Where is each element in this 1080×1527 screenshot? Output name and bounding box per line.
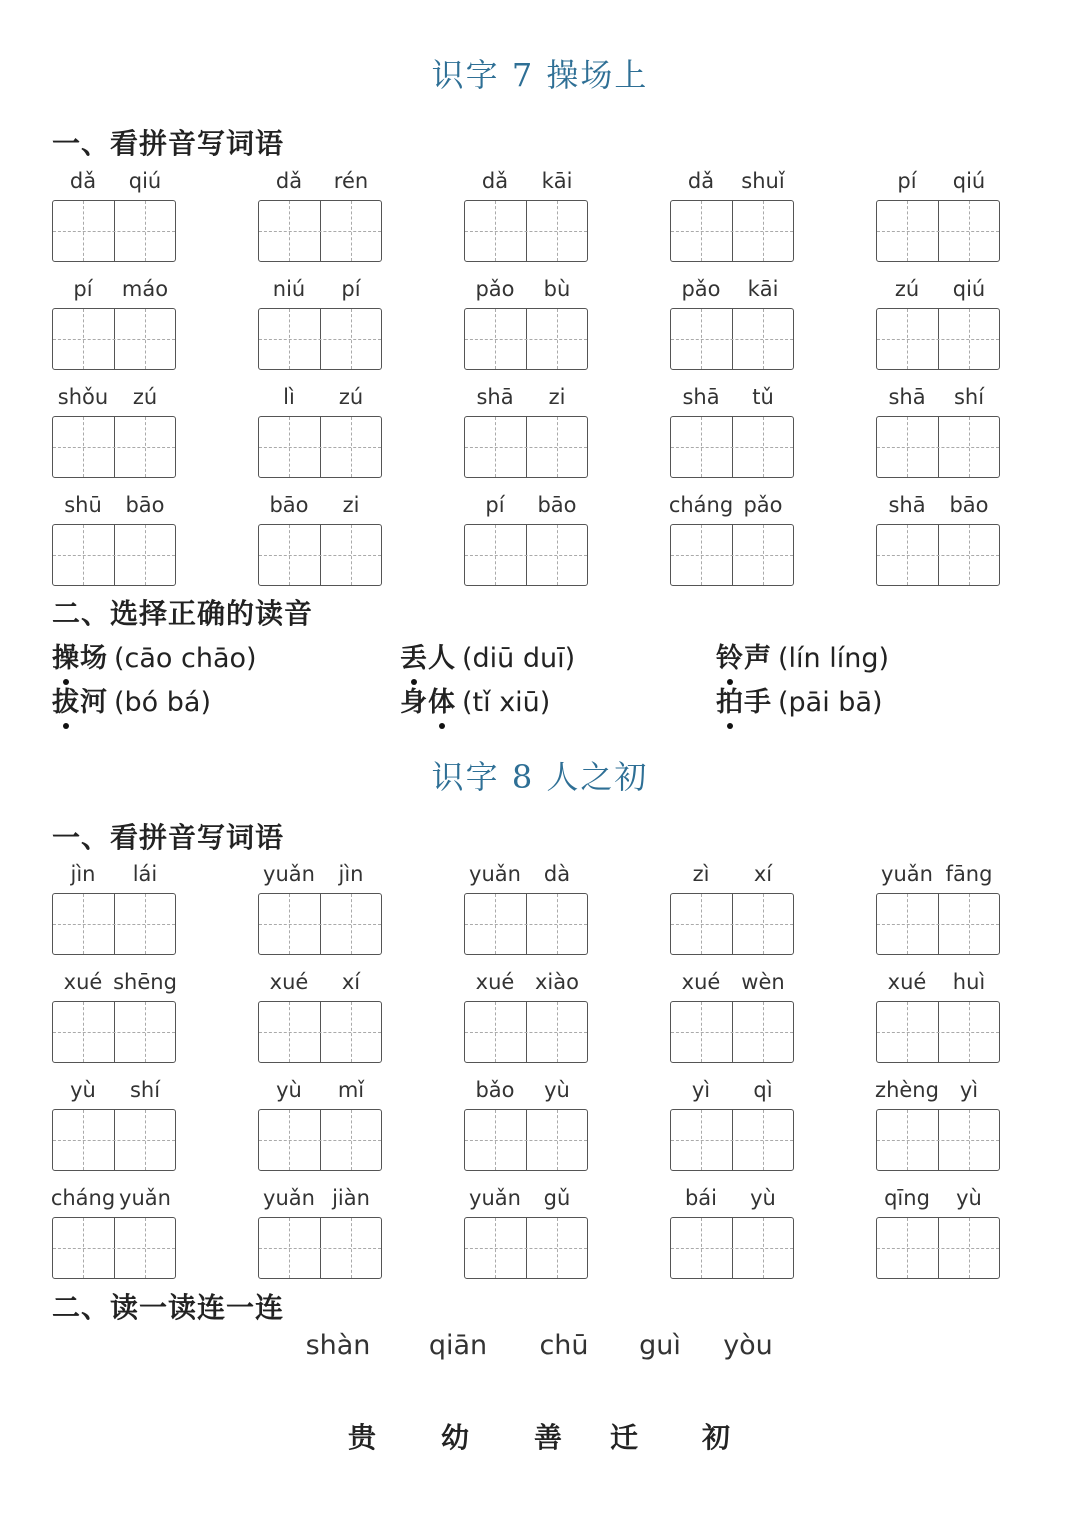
pinyin-syllable: mǐ bbox=[337, 1078, 365, 1102]
grid-guide-line bbox=[289, 1110, 290, 1170]
pinyin-syllable: xí bbox=[341, 970, 361, 994]
pinyin-syllable: cháng bbox=[50, 1186, 116, 1210]
grid-guide-line bbox=[907, 1218, 908, 1278]
pronunciation-choice bbox=[716, 636, 889, 675]
grid-guide-line bbox=[53, 1140, 175, 1141]
tianzige-box[interactable] bbox=[670, 416, 794, 478]
pinyin-syllable: shā bbox=[888, 385, 926, 409]
grid-guide-line bbox=[877, 1032, 999, 1033]
grid-guide-line bbox=[969, 1110, 970, 1170]
grid-guide-line bbox=[495, 201, 496, 261]
pinyin-syllable: dà bbox=[543, 862, 571, 886]
pronunciation-choice bbox=[400, 680, 550, 719]
grid-guide-line bbox=[671, 1140, 793, 1141]
grid-guide-line bbox=[145, 1110, 146, 1170]
choice-options[interactable]: (diū duī) bbox=[462, 643, 576, 674]
grid-guide-line bbox=[877, 1140, 999, 1141]
tianzige-box[interactable] bbox=[464, 1217, 588, 1279]
pinyin-syllable: dǎ bbox=[275, 169, 303, 193]
match-pinyin[interactable]: shàn bbox=[305, 1330, 371, 1361]
grid-guide-line bbox=[53, 1248, 175, 1249]
lesson7-title: 识字 7 操场上 bbox=[431, 56, 649, 94]
tianzige-box[interactable] bbox=[876, 893, 1000, 955]
grid-guide-line bbox=[557, 1218, 558, 1278]
tianzige-box[interactable] bbox=[258, 1217, 382, 1279]
grid-guide-line bbox=[495, 894, 496, 954]
grid-guide-line bbox=[53, 1032, 175, 1033]
tianzige-box[interactable] bbox=[876, 416, 1000, 478]
grid-guide-line bbox=[259, 339, 381, 340]
pinyin-syllable: fāng bbox=[945, 862, 993, 886]
tianzige-box[interactable] bbox=[258, 1109, 382, 1171]
pinyin-syllable: qiú bbox=[952, 169, 986, 193]
grid-guide-line bbox=[145, 525, 146, 585]
tianzige-box[interactable] bbox=[464, 524, 588, 586]
choice-word: 铃声 bbox=[716, 636, 772, 675]
grid-guide-line bbox=[259, 924, 381, 925]
pinyin-syllable: jìn bbox=[70, 862, 96, 886]
grid-guide-line bbox=[53, 231, 175, 232]
pinyin-syllable: yù bbox=[70, 1078, 96, 1102]
tianzige-box[interactable] bbox=[464, 200, 588, 262]
pinyin-syllable: shā bbox=[476, 385, 514, 409]
grid-guide-line bbox=[351, 417, 352, 477]
pinyin-syllable: yuǎn bbox=[469, 1186, 521, 1210]
grid-guide-line bbox=[289, 1002, 290, 1062]
pinyin-syllable: yuǎn bbox=[881, 862, 933, 886]
grid-guide-line bbox=[557, 309, 558, 369]
tianzige-box[interactable] bbox=[670, 1001, 794, 1063]
grid-guide-line bbox=[701, 1002, 702, 1062]
grid-guide-line bbox=[701, 894, 702, 954]
tianzige-box[interactable] bbox=[876, 308, 1000, 370]
pinyin-syllable: yù bbox=[750, 1186, 776, 1210]
grid-guide-line bbox=[557, 894, 558, 954]
match-pinyin[interactable]: qiān bbox=[428, 1330, 488, 1361]
grid-guide-line bbox=[907, 1002, 908, 1062]
grid-guide-line bbox=[701, 309, 702, 369]
grid-guide-line bbox=[83, 1218, 84, 1278]
grid-guide-line bbox=[465, 1248, 587, 1249]
tianzige-box[interactable] bbox=[876, 1109, 1000, 1171]
grid-guide-line bbox=[495, 309, 496, 369]
pinyin-syllable: shā bbox=[682, 385, 720, 409]
pinyin-syllable: dǎ bbox=[69, 169, 97, 193]
grid-guide-line bbox=[83, 1002, 84, 1062]
pinyin-syllable: zú bbox=[894, 277, 920, 301]
pinyin-syllable: pí bbox=[73, 277, 93, 301]
pinyin-syllable: zú bbox=[338, 385, 364, 409]
pinyin-syllable: xué bbox=[475, 970, 515, 994]
grid-guide-line bbox=[289, 417, 290, 477]
match-character[interactable]: 迁 bbox=[609, 1421, 639, 1454]
grid-guide-line bbox=[969, 894, 970, 954]
pinyin-syllable: rén bbox=[333, 169, 369, 193]
pronunciation-choice bbox=[52, 636, 257, 675]
pinyin-syllable: shí bbox=[129, 1078, 161, 1102]
tianzige-box[interactable] bbox=[670, 1217, 794, 1279]
choice-options[interactable]: (cāo chāo) bbox=[114, 643, 257, 674]
pinyin-syllable: bái bbox=[684, 1186, 718, 1210]
grid-guide-line bbox=[671, 924, 793, 925]
grid-guide-line bbox=[763, 525, 764, 585]
grid-guide-line bbox=[763, 417, 764, 477]
pronunciation-choice bbox=[52, 680, 211, 719]
grid-guide-line bbox=[671, 339, 793, 340]
pinyin-syllable: niú bbox=[272, 277, 306, 301]
tianzige-box[interactable] bbox=[464, 416, 588, 478]
pinyin-syllable: qì bbox=[753, 1078, 773, 1102]
match-pinyin[interactable]: yòu bbox=[723, 1330, 773, 1361]
pinyin-syllable: yì bbox=[691, 1078, 711, 1102]
pinyin-syllable: xí bbox=[753, 862, 773, 886]
pronunciation-choice bbox=[400, 636, 575, 675]
tianzige-box[interactable] bbox=[52, 893, 176, 955]
grid-guide-line bbox=[557, 1002, 558, 1062]
pinyin-syllable: jiàn bbox=[332, 1186, 370, 1210]
grid-guide-line bbox=[969, 525, 970, 585]
grid-guide-line bbox=[557, 417, 558, 477]
grid-guide-line bbox=[83, 417, 84, 477]
choice-word: 丢人 bbox=[400, 636, 456, 675]
lesson7-section1-heading: 一、看拼音写词语 bbox=[52, 127, 285, 160]
tianzige-box[interactable] bbox=[876, 200, 1000, 262]
grid-guide-line bbox=[763, 1110, 764, 1170]
pinyin-syllable: yì bbox=[959, 1078, 979, 1102]
lesson8-title: 识字 8 人之初 bbox=[431, 758, 649, 796]
pinyin-syllable: zi bbox=[342, 493, 360, 517]
pinyin-syllable: shǒu bbox=[57, 385, 109, 409]
pinyin-syllable: huì bbox=[952, 970, 986, 994]
grid-guide-line bbox=[763, 1218, 764, 1278]
emphasis-dot bbox=[727, 723, 733, 729]
tianzige-box[interactable] bbox=[464, 893, 588, 955]
grid-guide-line bbox=[495, 417, 496, 477]
lesson7-section2-heading: 二、选择正确的读音 bbox=[52, 597, 314, 630]
tianzige-box[interactable] bbox=[876, 1217, 1000, 1279]
match-character[interactable]: 初 bbox=[701, 1421, 731, 1454]
match-character[interactable]: 幼 bbox=[440, 1421, 470, 1454]
grid-guide-line bbox=[259, 1248, 381, 1249]
grid-guide-line bbox=[701, 201, 702, 261]
grid-guide-line bbox=[701, 1110, 702, 1170]
tianzige-box[interactable] bbox=[876, 1001, 1000, 1063]
grid-guide-line bbox=[465, 1140, 587, 1141]
grid-guide-line bbox=[289, 1218, 290, 1278]
pinyin-syllable: qiú bbox=[128, 169, 162, 193]
grid-guide-line bbox=[351, 525, 352, 585]
pinyin-syllable: zi bbox=[548, 385, 566, 409]
tianzige-box[interactable] bbox=[670, 1109, 794, 1171]
choice-word: 拔河 bbox=[52, 680, 108, 719]
grid-guide-line bbox=[351, 1218, 352, 1278]
tianzige-box[interactable] bbox=[52, 524, 176, 586]
tianzige-box[interactable] bbox=[670, 893, 794, 955]
grid-guide-line bbox=[145, 1218, 146, 1278]
tianzige-box[interactable] bbox=[258, 308, 382, 370]
grid-guide-line bbox=[83, 1110, 84, 1170]
pinyin-syllable: pǎo bbox=[681, 277, 721, 301]
grid-guide-line bbox=[289, 525, 290, 585]
emphasis-dot bbox=[439, 723, 445, 729]
pinyin-syllable: kāi bbox=[747, 277, 779, 301]
grid-guide-line bbox=[145, 201, 146, 261]
pinyin-syllable: dǎ bbox=[687, 169, 715, 193]
grid-guide-line bbox=[289, 201, 290, 261]
grid-guide-line bbox=[83, 525, 84, 585]
pinyin-syllable: pǎo bbox=[743, 493, 783, 517]
pinyin-syllable: shí bbox=[953, 385, 985, 409]
tianzige-box[interactable] bbox=[52, 416, 176, 478]
grid-guide-line bbox=[877, 1248, 999, 1249]
pinyin-syllable: yuǎn bbox=[469, 862, 521, 886]
grid-guide-line bbox=[907, 1110, 908, 1170]
tianzige-box[interactable] bbox=[52, 1001, 176, 1063]
grid-guide-line bbox=[495, 1002, 496, 1062]
grid-guide-line bbox=[763, 894, 764, 954]
grid-guide-line bbox=[289, 309, 290, 369]
grid-guide-line bbox=[969, 1002, 970, 1062]
pinyin-syllable: yuǎn bbox=[263, 862, 315, 886]
grid-guide-line bbox=[259, 1140, 381, 1141]
grid-guide-line bbox=[259, 1032, 381, 1033]
grid-guide-line bbox=[671, 231, 793, 232]
pinyin-syllable: bāo bbox=[949, 493, 989, 517]
pinyin-syllable: bǎo bbox=[475, 1078, 515, 1102]
grid-guide-line bbox=[671, 447, 793, 448]
grid-guide-line bbox=[351, 894, 352, 954]
pinyin-syllable: zhèng bbox=[875, 1078, 939, 1102]
grid-guide-line bbox=[877, 555, 999, 556]
pinyin-syllable: zì bbox=[692, 862, 710, 886]
pinyin-syllable: lái bbox=[132, 862, 158, 886]
pinyin-syllable: dǎ bbox=[481, 169, 509, 193]
match-character[interactable]: 善 bbox=[533, 1421, 563, 1454]
grid-guide-line bbox=[671, 1248, 793, 1249]
pinyin-syllable: yuǎn bbox=[263, 1186, 315, 1210]
tianzige-box[interactable] bbox=[258, 893, 382, 955]
pinyin-syllable: yuǎn bbox=[119, 1186, 171, 1210]
grid-guide-line bbox=[701, 1218, 702, 1278]
grid-guide-line bbox=[877, 231, 999, 232]
grid-guide-line bbox=[465, 924, 587, 925]
grid-guide-line bbox=[495, 1110, 496, 1170]
choice-options[interactable]: (pāi bā) bbox=[778, 687, 883, 718]
pinyin-syllable: pí bbox=[485, 493, 505, 517]
choice-options[interactable]: (lín líng) bbox=[778, 643, 890, 674]
pinyin-syllable: pí bbox=[897, 169, 917, 193]
grid-guide-line bbox=[145, 309, 146, 369]
choice-word: 操场 bbox=[52, 636, 108, 675]
grid-guide-line bbox=[495, 525, 496, 585]
grid-guide-line bbox=[145, 417, 146, 477]
grid-guide-line bbox=[351, 1002, 352, 1062]
tianzige-box[interactable] bbox=[464, 308, 588, 370]
pinyin-syllable: zú bbox=[132, 385, 158, 409]
match-pinyin[interactable]: guì bbox=[639, 1330, 681, 1361]
grid-guide-line bbox=[351, 1110, 352, 1170]
tianzige-box[interactable] bbox=[52, 308, 176, 370]
pinyin-syllable: shēng bbox=[113, 970, 177, 994]
tianzige-box[interactable] bbox=[258, 1001, 382, 1063]
grid-guide-line bbox=[877, 924, 999, 925]
pinyin-syllable: pǎo bbox=[475, 277, 515, 301]
grid-guide-line bbox=[907, 201, 908, 261]
pinyin-syllable: xiào bbox=[535, 970, 579, 994]
tianzige-box[interactable] bbox=[670, 308, 794, 370]
grid-guide-line bbox=[259, 231, 381, 232]
pinyin-syllable: qīng bbox=[884, 1186, 930, 1210]
grid-guide-line bbox=[351, 309, 352, 369]
lesson8-section2-heading: 二、读一读连一连 bbox=[52, 1291, 285, 1324]
tianzige-box[interactable] bbox=[52, 200, 176, 262]
tianzige-box[interactable] bbox=[876, 524, 1000, 586]
grid-guide-line bbox=[557, 1110, 558, 1170]
grid-guide-line bbox=[465, 339, 587, 340]
grid-guide-line bbox=[83, 309, 84, 369]
emphasis-dot bbox=[63, 723, 69, 729]
pinyin-syllable: bù bbox=[543, 277, 571, 301]
grid-guide-line bbox=[557, 525, 558, 585]
tianzige-box[interactable] bbox=[670, 200, 794, 262]
grid-guide-line bbox=[907, 894, 908, 954]
pronunciation-choice bbox=[716, 680, 883, 719]
grid-guide-line bbox=[877, 339, 999, 340]
pinyin-syllable: bāo bbox=[537, 493, 577, 517]
grid-guide-line bbox=[259, 555, 381, 556]
pinyin-syllable: pí bbox=[341, 277, 361, 301]
choice-options[interactable]: (tǐ xiū) bbox=[462, 687, 551, 718]
pinyin-syllable: bāo bbox=[125, 493, 165, 517]
grid-guide-line bbox=[907, 525, 908, 585]
lesson8-section1-heading: 一、看拼音写词语 bbox=[52, 821, 285, 854]
grid-guide-line bbox=[969, 201, 970, 261]
pinyin-syllable: xué bbox=[681, 970, 721, 994]
tianzige-box[interactable] bbox=[464, 1001, 588, 1063]
pinyin-syllable: shuǐ bbox=[741, 169, 785, 193]
pinyin-syllable: gǔ bbox=[543, 1186, 571, 1210]
pinyin-syllable: máo bbox=[121, 277, 169, 301]
grid-guide-line bbox=[465, 1032, 587, 1033]
grid-guide-line bbox=[969, 417, 970, 477]
tianzige-box[interactable] bbox=[52, 1217, 176, 1279]
pinyin-syllable: tǔ bbox=[752, 385, 774, 409]
tianzige-box[interactable] bbox=[464, 1109, 588, 1171]
pinyin-syllable: bāo bbox=[269, 493, 309, 517]
grid-guide-line bbox=[145, 1002, 146, 1062]
choice-word: 拍手 bbox=[716, 680, 772, 719]
grid-guide-line bbox=[701, 525, 702, 585]
grid-guide-line bbox=[53, 447, 175, 448]
grid-guide-line bbox=[465, 447, 587, 448]
grid-guide-line bbox=[969, 309, 970, 369]
pinyin-syllable: yù bbox=[544, 1078, 570, 1102]
grid-guide-line bbox=[465, 555, 587, 556]
tianzige-box[interactable] bbox=[670, 524, 794, 586]
grid-guide-line bbox=[83, 201, 84, 261]
grid-guide-line bbox=[763, 201, 764, 261]
pinyin-syllable: yù bbox=[956, 1186, 982, 1210]
pinyin-syllable: xué bbox=[887, 970, 927, 994]
grid-guide-line bbox=[969, 1218, 970, 1278]
pinyin-syllable: cháng bbox=[668, 493, 734, 517]
grid-guide-line bbox=[53, 924, 175, 925]
grid-guide-line bbox=[877, 447, 999, 448]
grid-guide-line bbox=[671, 1032, 793, 1033]
pinyin-syllable: jìn bbox=[338, 862, 364, 886]
grid-guide-line bbox=[763, 1002, 764, 1062]
pinyin-syllable: yù bbox=[276, 1078, 302, 1102]
tianzige-box[interactable] bbox=[52, 1109, 176, 1171]
match-pinyin[interactable]: chū bbox=[539, 1330, 589, 1361]
choice-word: 身体 bbox=[400, 680, 456, 719]
tianzige-box[interactable] bbox=[258, 200, 382, 262]
grid-guide-line bbox=[557, 201, 558, 261]
grid-guide-line bbox=[495, 1218, 496, 1278]
grid-guide-line bbox=[259, 447, 381, 448]
grid-guide-line bbox=[351, 201, 352, 261]
grid-guide-line bbox=[763, 309, 764, 369]
tianzige-box[interactable] bbox=[258, 416, 382, 478]
grid-guide-line bbox=[671, 555, 793, 556]
grid-guide-line bbox=[289, 894, 290, 954]
pinyin-syllable: lì bbox=[283, 385, 295, 409]
grid-guide-line bbox=[145, 894, 146, 954]
grid-guide-line bbox=[701, 417, 702, 477]
tianzige-box[interactable] bbox=[258, 524, 382, 586]
pinyin-syllable: kāi bbox=[541, 169, 573, 193]
pinyin-syllable: xué bbox=[269, 970, 309, 994]
grid-guide-line bbox=[907, 417, 908, 477]
pinyin-syllable: shā bbox=[888, 493, 926, 517]
choice-options[interactable]: (bó bá) bbox=[114, 687, 211, 718]
grid-guide-line bbox=[53, 339, 175, 340]
grid-guide-line bbox=[907, 309, 908, 369]
pinyin-syllable: wèn bbox=[741, 970, 785, 994]
grid-guide-line bbox=[53, 555, 175, 556]
grid-guide-line bbox=[465, 231, 587, 232]
grid-guide-line bbox=[83, 894, 84, 954]
pinyin-syllable: xué bbox=[63, 970, 103, 994]
pinyin-syllable: shū bbox=[64, 493, 102, 517]
match-character[interactable]: 贵 bbox=[347, 1421, 377, 1454]
pinyin-syllable: qiú bbox=[952, 277, 986, 301]
